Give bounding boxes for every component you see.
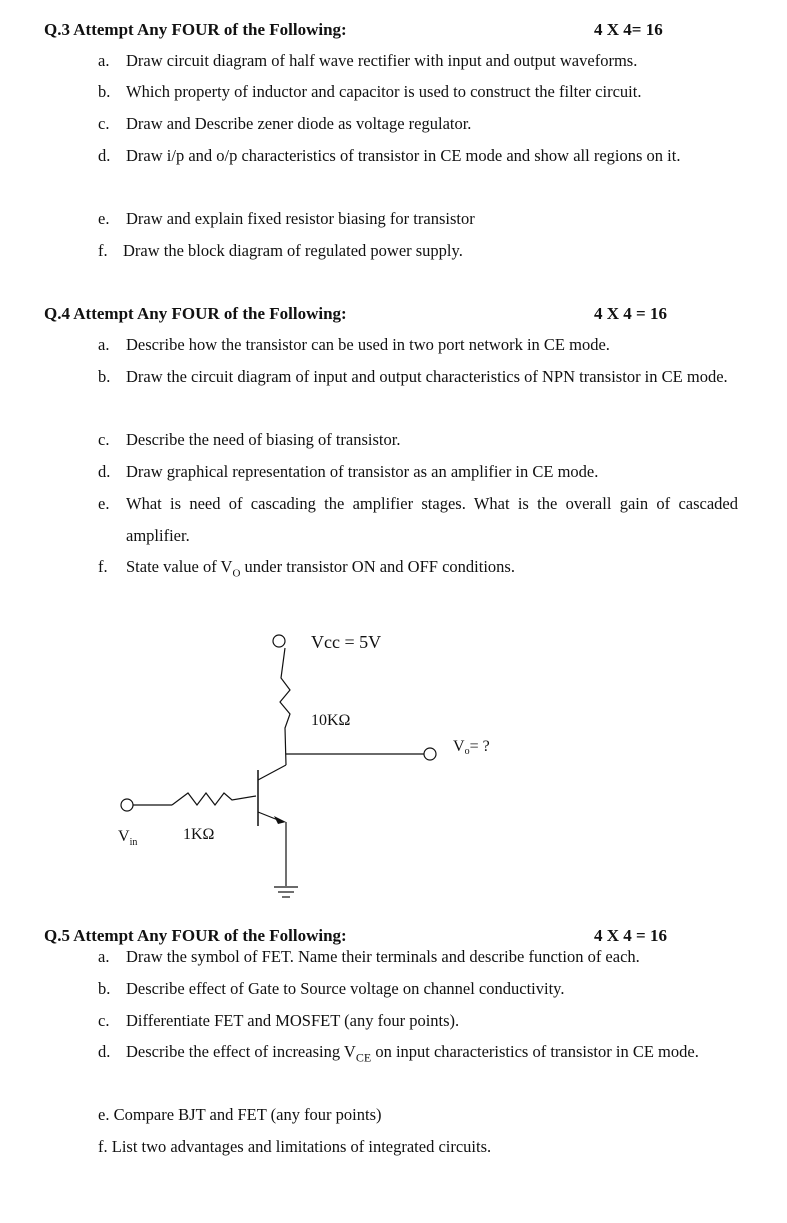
q4-item-e xyxy=(98,488,738,551)
text-before: State value of V xyxy=(126,557,233,576)
vo-terminal xyxy=(424,748,436,760)
q4-item-b xyxy=(98,361,738,393)
q5-item-c xyxy=(98,1005,738,1037)
item-label: e. xyxy=(98,209,110,228)
vin-sub: in xyxy=(129,837,138,848)
item-label: c. xyxy=(98,430,110,449)
item-text xyxy=(126,551,738,590)
item-label: a. xyxy=(98,335,110,354)
item-text: Draw the circuit diagram of input and output characteristics of NPN transistor in CE mode. xyxy=(126,367,728,386)
item-label: b. xyxy=(98,367,111,386)
item-text: Describe the need of biasing of transistor. xyxy=(126,430,401,449)
collector-lead xyxy=(258,765,286,780)
q5-marks: 4 X 4 = 16 xyxy=(594,926,667,945)
item-label: b. xyxy=(98,82,111,101)
emitter-arrow-icon xyxy=(274,816,286,824)
subscript-ce: CE xyxy=(355,1050,372,1065)
text-after: on input characteristics of transistor in CE mode. xyxy=(371,1042,699,1061)
q3-heading xyxy=(44,18,684,42)
q3-marks: 4 X 4= 16 xyxy=(594,20,663,39)
subscript-o: O xyxy=(232,567,241,580)
item-label: a. xyxy=(98,947,110,966)
q5-item-b xyxy=(98,973,738,1005)
q3-item-c xyxy=(98,108,738,140)
item-label: d. xyxy=(98,1042,111,1061)
item-text: Differentiate FET and MOSFET (any four points). xyxy=(126,1011,460,1030)
item-text: Which property of inductor and capacitor is used to construct the filter circuit. xyxy=(126,82,642,101)
vcc-label: Vcc = 5V xyxy=(311,632,382,652)
vo-sub: o xyxy=(464,746,470,757)
item-text: Describe how the transistor can be used in two port network in CE mode. xyxy=(126,335,610,354)
q5-item-a xyxy=(98,941,738,973)
q4-heading xyxy=(44,302,684,326)
item-text: Draw the symbol of FET. Name their terminals and describe function of each. xyxy=(126,947,640,966)
q4-item-f xyxy=(98,551,738,590)
vin-main: V xyxy=(118,828,130,845)
q4-marks: 4 X 4 = 16 xyxy=(594,304,667,323)
q5-item-f: f. List two advantages and limitations of integrated circuits. xyxy=(98,1137,492,1156)
vo-label xyxy=(453,738,490,757)
q4-title: Q.4 Attempt Any FOUR of the Following: xyxy=(44,304,347,323)
item-label: d. xyxy=(98,146,111,165)
item-text: Draw circuit diagram of half wave rectifier with input and output waveforms. xyxy=(126,51,638,70)
text-after: under transistor ON and OFF conditions. xyxy=(240,557,515,576)
item-label: b. xyxy=(98,979,111,998)
item-text: Draw and Describe zener diode as voltage regulator. xyxy=(126,114,472,133)
item-label: c. xyxy=(98,114,110,133)
q3-item-a xyxy=(98,45,738,77)
text-before: Describe the effect of increasing V xyxy=(126,1042,356,1061)
transistor-switch-circuit xyxy=(0,600,787,910)
q3-title: Q.3 Attempt Any FOUR of the Following: xyxy=(44,20,347,39)
q3-item-e xyxy=(98,203,738,235)
rc-label: 10KΩ xyxy=(311,712,351,729)
base-resistor xyxy=(172,793,256,805)
q5-item-d xyxy=(98,1036,738,1074)
vo-main: V xyxy=(453,738,465,755)
q4-item-a xyxy=(98,329,738,361)
vin-label xyxy=(118,828,137,848)
q3-item-b xyxy=(98,76,738,108)
item-text: Draw the block diagram of regulated power supply. xyxy=(123,241,463,260)
collector-resistor xyxy=(280,648,290,765)
vcc-terminal xyxy=(273,635,285,647)
rb-label: 1KΩ xyxy=(183,826,215,843)
q5-item-e: e. Compare BJT and FET (any four points) xyxy=(98,1105,382,1124)
item-label: f. xyxy=(98,241,108,260)
item-label: f. xyxy=(98,557,108,576)
item-label: d. xyxy=(98,462,111,481)
item-label: e. xyxy=(98,494,110,513)
item-text: Draw i/p and o/p characteristics of transistor in CE mode and show all regions on it. xyxy=(126,146,681,165)
q4-item-c xyxy=(98,424,738,456)
item-text: Draw graphical representation of transistor as an amplifier in CE mode. xyxy=(126,462,599,481)
item-text: Draw and explain fixed resistor biasing for transistor xyxy=(126,209,475,228)
item-label: a. xyxy=(98,51,110,70)
q3-item-d xyxy=(98,140,738,172)
q3-item-f xyxy=(98,235,738,267)
vin-terminal xyxy=(121,799,133,811)
q5-title: Q.5 Attempt Any FOUR of the Following: xyxy=(44,926,347,945)
item-text: What is need of cascading the amplifier stages. What is the overall gain of cascaded amplifier. xyxy=(126,494,738,545)
item-text xyxy=(126,1036,738,1074)
q4-item-d xyxy=(98,456,738,488)
item-text: Describe effect of Gate to Source voltage on channel conductivity. xyxy=(126,979,565,998)
vo-rest: = ? xyxy=(469,738,490,755)
item-label: c. xyxy=(98,1011,110,1030)
